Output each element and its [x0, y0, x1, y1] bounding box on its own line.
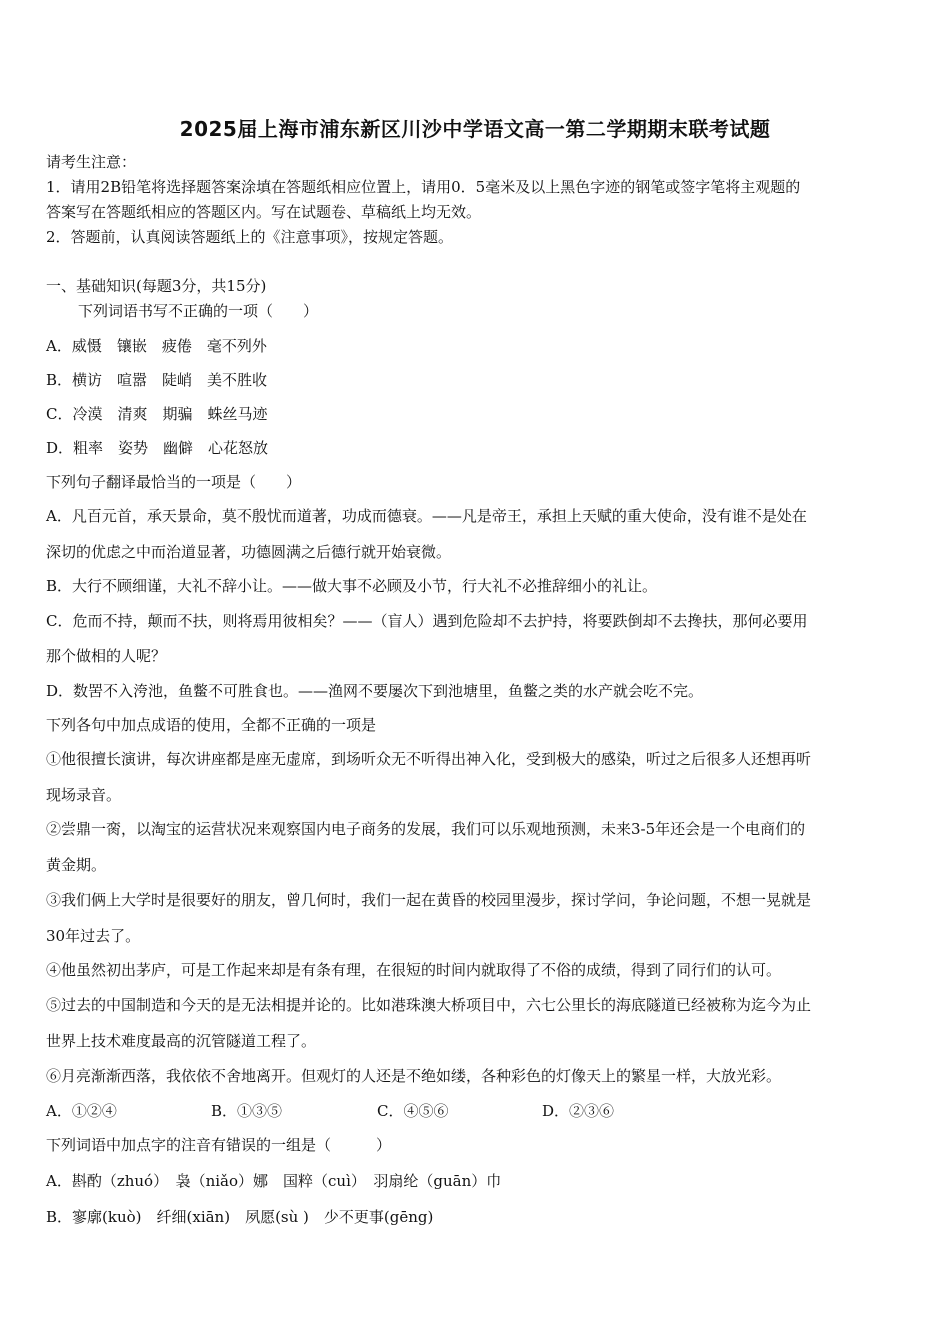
notice-line-1a: 1．请用2B铅笔将选择题答案涂填在答题纸相应位置上，请用0．5毫米及以上黑色字迹的钢笔或签字笔将主观题的 — [46, 178, 801, 196]
q2-option-c-line2: 那个做相的人呢？ — [46, 647, 167, 665]
q3-sentence-2b: 黄金期。 — [46, 856, 107, 874]
notice-line-1b: 答案写在答题纸相应的答题区内。写在试题卷、草稿纸上均无效。 — [46, 203, 482, 221]
q1-stem: 下列词语书写不正确的一项（ ） — [78, 302, 319, 320]
q2-option-b: B．大行不顾细谨，大礼不辞小让。——做大事不必顾及小节，行大礼不必推辞细小的礼让。 — [46, 577, 658, 595]
q3-sentence-5a: ⑤过去的中国制造和今天的是无法相提并论的。比如港珠澳大桥项目中，六七公里长的海底隧道已经被称为迄今为止 — [46, 996, 812, 1014]
q2-option-d: D．数罟不入洿池，鱼鳖不可胜食也。——渔网不要屡次下到池塘里，鱼鳖之类的水产就会吃不完。 — [46, 682, 704, 700]
q3-sentence-5b: 世界上技术难度最高的沉管隧道工程了。 — [46, 1032, 317, 1050]
q2-option-a-line2: 深切的优虑之中而治道显著，功德圆满之后德行就开始衰微。 — [46, 543, 452, 561]
q3-sentence-4: ④他虽然初出茅庐，可是工作起来却是有条有理，在很短的时间内就取得了不俗的成绩，得到了同行们的认可。 — [46, 961, 782, 979]
q3-sentence-1b: 现场录音。 — [46, 786, 122, 804]
notice-heading: 请考生注意： — [46, 153, 137, 171]
q3-option-c: C．④⑤⑥ — [377, 1102, 449, 1120]
q1-option-c: C．冷漠 清爽 期骗 蛛丝马迹 — [46, 405, 268, 423]
q2-option-a-line1: A．凡百元首，承天景命，莫不殷忧而道著，功成而德衰。——凡是帝王，承担上天赋的重大使命，没有谁不是处在 — [46, 507, 807, 525]
q1-option-d: D．粗率 姿势 幽僻 心花怒放 — [46, 439, 269, 457]
q4-option-b: B．寥廓(kuò) 纤细(xiān) 夙愿(sù ) 少不更事(gēng) — [46, 1208, 434, 1226]
notice-line-2: 2．答题前，认真阅读答题纸上的《注意事项》，按规定答题。 — [46, 228, 454, 246]
section-heading: 一、基础知识(每题3分，共15分) — [46, 277, 267, 295]
q4-option-a: A．斟酌（zhuó） 袅（niǎo）娜 国粹（cuì） 羽扇纶（guān）巾 — [46, 1172, 502, 1190]
q2-option-c-line1: C．危而不持，颠而不扶，则将焉用彼相矣？——（盲人）遇到危险却不去护持，将要跌倒却不去搀扶，那何必要用 — [46, 612, 808, 630]
page-title: 2025届上海市浦东新区川沙中学语文高一第二学期期末联考试题 — [179, 117, 771, 141]
q1-option-a: A．威慑 镶嵌 疲倦 毫不列外 — [46, 337, 267, 355]
q2-stem: 下列句子翻译最恰当的一项是（ ） — [46, 473, 302, 491]
q3-sentence-2a: ②尝鼎一脔，以淘宝的运营状况来观察国内电子商务的发展，我们可以乐观地预测，未来3-5年还会是一个电商们的 — [46, 820, 806, 838]
q3-sentence-3a: ③我们俩上大学时是很要好的朋友，曾几何时，我们一起在黄昏的校园里漫步，探讨学问，争论问题，不想一晃就是 — [46, 891, 812, 909]
q3-option-b: B．①③⑤ — [211, 1102, 283, 1120]
q3-stem: 下列各句中加点成语的使用，全都不正确的一项是 — [46, 716, 377, 734]
q3-sentence-6: ⑥月亮渐渐西落，我依依不舍地离开。但观灯的人还是不绝如缕，各种彩色的灯像天上的繁星一样，大放光彩。 — [46, 1067, 782, 1085]
q3-sentence-3b: 30年过去了。 — [46, 927, 141, 945]
q3-option-d: D．②③⑥ — [542, 1102, 615, 1120]
q4-stem: 下列词语中加点字的注音有错误的一组是（ ） — [46, 1136, 392, 1154]
q3-option-a: A．①②④ — [46, 1102, 117, 1120]
q3-sentence-1a: ①他很擅长演讲，每次讲座都是座无虚席，到场听众无不听得出神入化，受到极大的感染，听过之后很多人还想再听 — [46, 750, 812, 768]
q1-option-b: B．横访 喧嚣 陡峭 美不胜收 — [46, 371, 268, 389]
